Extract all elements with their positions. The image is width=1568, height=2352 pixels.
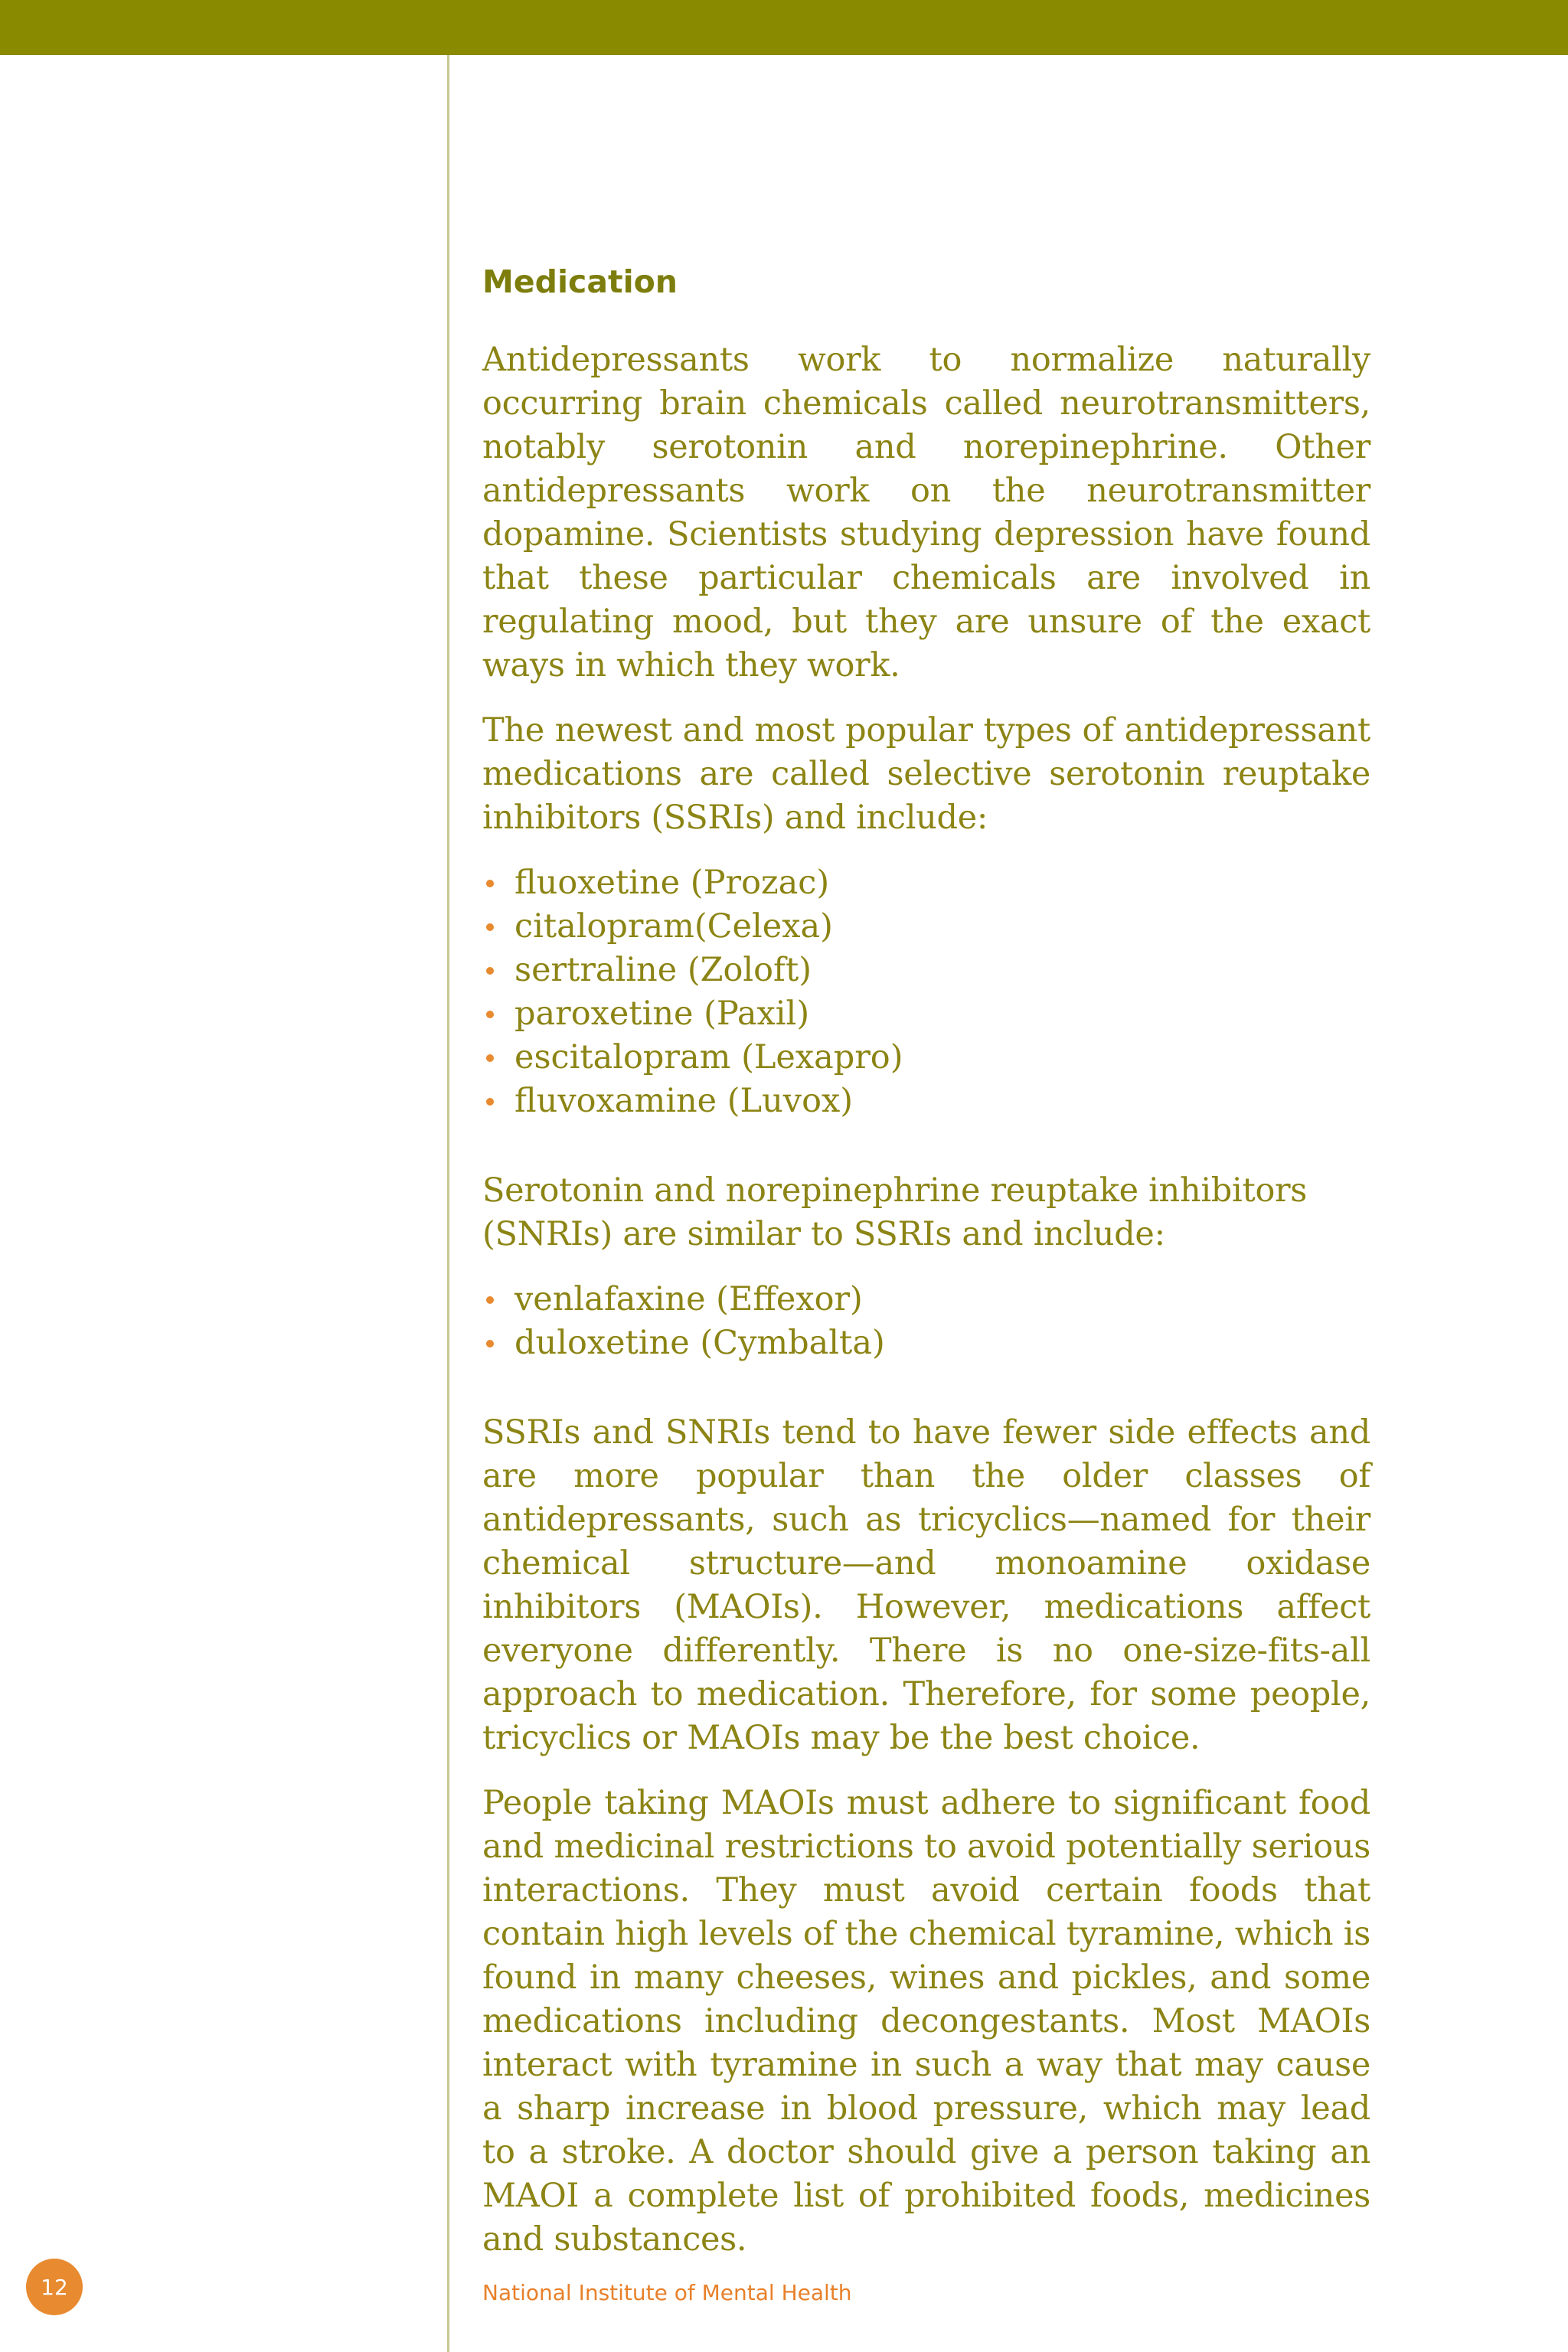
bullet-icon — [486, 1098, 494, 1106]
footer-organization: National Institute of Mental Health — [482, 2280, 852, 2305]
list-item: duloxetine (Cymbalta) — [482, 1321, 1370, 1365]
paragraph-intro: Antidepressants work to normalize naturally occurring brain chemicals called neurotransmitters, notably serotonin and norepinephrine. Other antidepressants work on the neurotransmitter dopamine. Scientists studying depression have found that these particular chemicals are involved in regulating mood, but they are unsure of the exact ways in which they work. — [482, 341, 1370, 684]
list-item: citalopram(Celexa) — [482, 905, 1370, 949]
paragraph-snri-intro: Serotonin and norepinephrine reuptake inhibitors (SNRIs) are similar to SSRIs and include: — [482, 1171, 1308, 1253]
page-number-badge: 12 — [26, 2259, 83, 2315]
bullet-icon — [486, 923, 494, 931]
bullet-icon — [486, 1340, 494, 1348]
bullet-icon — [486, 967, 494, 975]
bullet-icon — [486, 880, 494, 887]
list-item: venlafaxine (Effexor) — [482, 1278, 1370, 1321]
snri-list — [482, 1278, 1370, 1365]
list-item: paroxetine (Paxil) — [482, 992, 1370, 1036]
page-content — [482, 253, 1370, 2283]
bullet-icon — [486, 1011, 494, 1018]
list-item: sertraline (Zoloft) — [482, 949, 1370, 992]
section-heading: Medication — [482, 263, 678, 300]
list-item: fluoxetine (Prozac) — [482, 861, 1370, 905]
paragraph-ssri-intro: The newest and most popular types of antidepressant medications are called selective serotonin reuptake inhibitors (SSRIs) and include: — [482, 711, 1370, 837]
ssri-list — [482, 861, 1370, 1123]
bullet-icon — [486, 1296, 494, 1304]
paragraph-maoi-restrictions: People taking MAOIs must adhere to significant food and medicinal restrictions to avoid potentially serious interactions. They must avoid certain foods that contain high levels of the chemical tyramine, which is found in many cheeses, wines and pickles, and some medications including decongestants. Most MAOIs interact with tyramine in such a way that may cause a sharp increase in blood pressure, which may lead to a stroke. A doctor should give a person taking an MAOI a complete list of prohibited foods, medicines and substances. — [482, 1784, 1370, 2259]
paragraph-side-effects: SSRIs and SNRIs tend to have fewer side effects and are more popular than the older classes of antidepressants, such as tricyclics—named for their chemical structure—and monoamine oxidase inhibitors (MAOIs). However, medications affect everyone differently. There is no one-size-fits-all approach to medication. Therefore, for some people, tricyclics or MAOIs may be the best choice. — [482, 1413, 1370, 1757]
list-item: escitalopram (Lexapro) — [482, 1036, 1370, 1080]
list-item: fluvoxamine (Luvox) — [482, 1080, 1370, 1123]
bullet-icon — [486, 1054, 494, 1062]
top-color-band — [0, 0, 1568, 55]
margin-rule — [447, 55, 449, 2352]
